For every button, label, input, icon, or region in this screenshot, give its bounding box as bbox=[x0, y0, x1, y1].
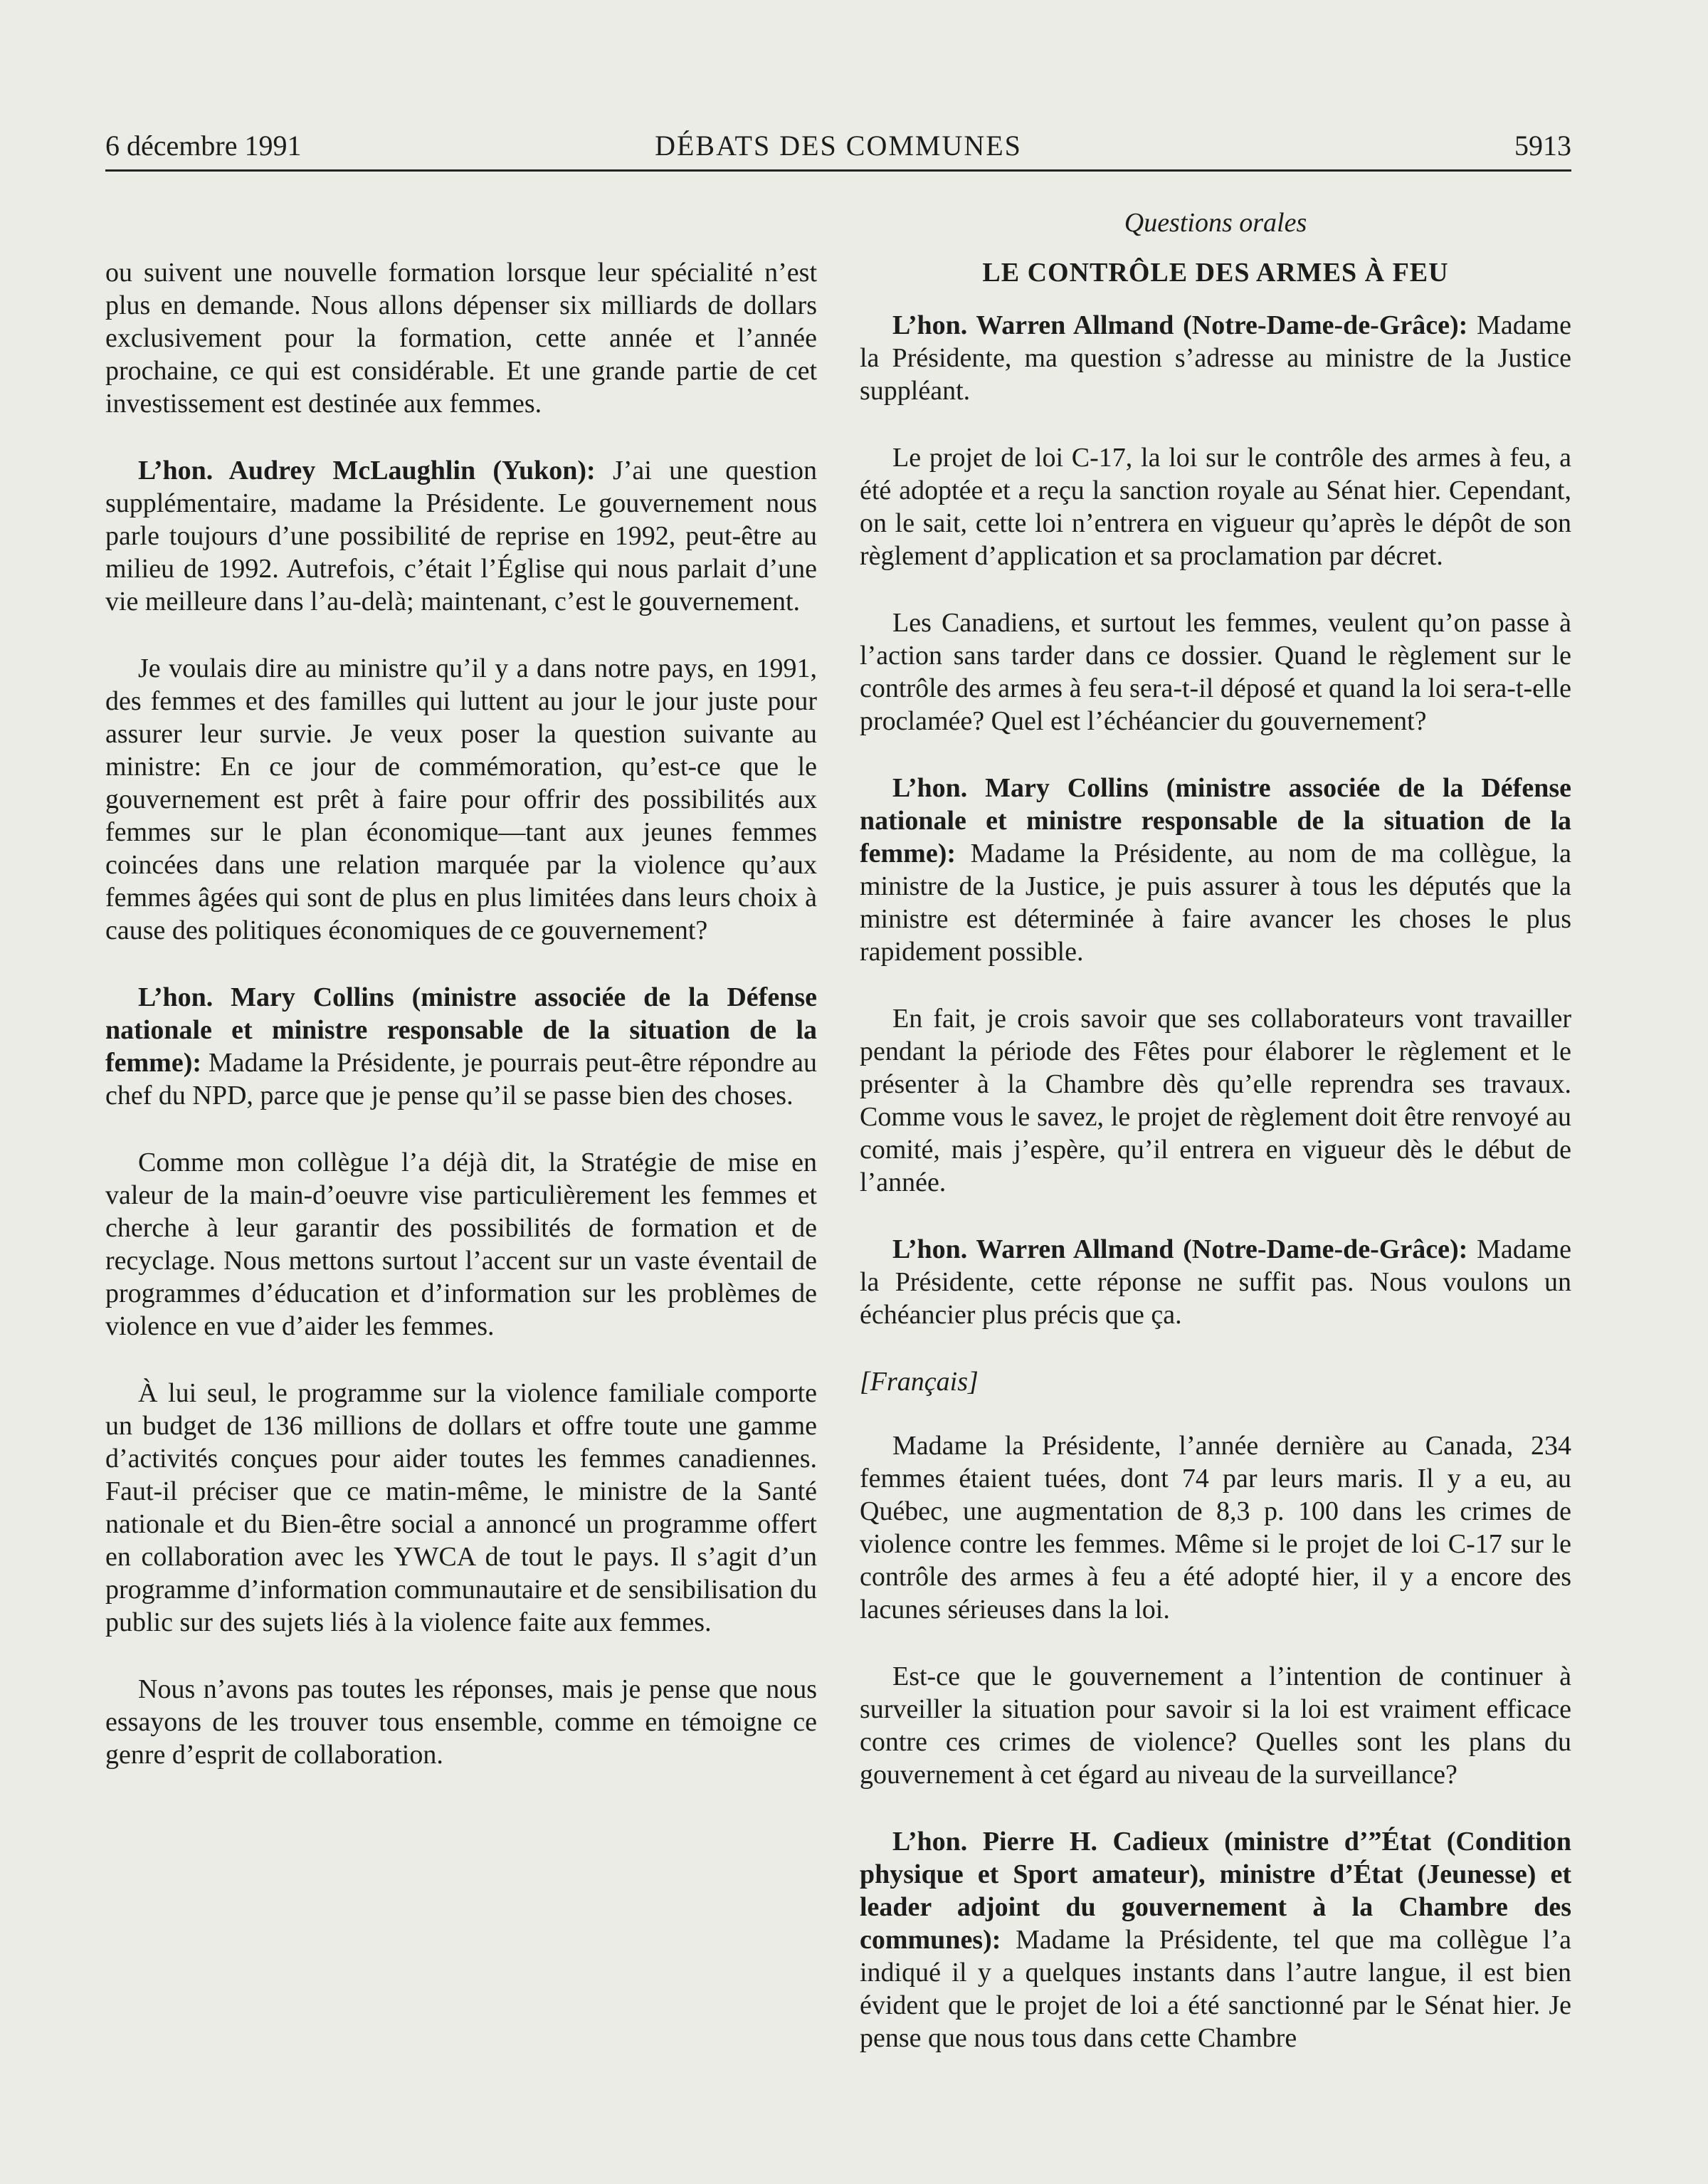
paragraph: En fait, je crois savoir que ses collaborateurs vont travailler pendant la période des Fêtes pour élaborer le règlement et le présenter à la Chambre dès qu’elle reprendra ses travaux. Comme vous le savez, le projet de règlement doit être renvoyé au comité, mais j’espère, qu’il entrera en vigueur dès le début de l’année. bbox=[860, 1004, 1571, 1197]
speech-text: Madame la Présidente, tel que ma collègue l’a indiqué il y a quelques instants dans l’autre langue, il est bien évident que le projet de loi a été sanctionné par le Sénat hier. Je pense que nous tous dans cette Chambre bbox=[860, 1925, 1571, 2053]
speech-paragraph bbox=[105, 981, 817, 1112]
speech-text: Madame la Présidente, je pourrais peut-être répondre au chef du NPD, parce que je pense qu’il se passe bien des choses. bbox=[105, 1048, 817, 1111]
paragraph: Comme mon collègue l’a déjà dit, la Stratégie de mise en valeur de la main-d’oeuvre vise particulièrement les femmes et cherche à leur garantir des possibilités de formation et de recyclage. Nous mettons surtout l’accent sur un vaste éventail de programmes d’éducation et d’information sur les problèmes de violence en vue d’aider les femmes. bbox=[105, 1148, 817, 1341]
speech-paragraph bbox=[860, 1233, 1571, 1331]
paragraph: À lui seul, le programme sur la violence familiale comporte un budget de 136 millions de dollars et offre toute une gamme d’activités conçues pour aider toutes les femmes canadiennes. Faut-il préciser que ce matin-même, le ministre de la Santé nationale et du Bien-être social a annoncé un programme offert en collaboration avec les YWCA de tout le pays. Il s’agit d’un programme d’information communautaire et de sensibilisation du public sur des sujets liés à la violence faite aux femmes. bbox=[105, 1378, 817, 1637]
paragraph: Nous n’avons pas toutes les réponses, mais je pense que nous essayons de les trouver tous ensemble, comme en témoigne ce genre d’esprit de collaboration. bbox=[105, 1674, 817, 1770]
speaker-name: L’hon. Mary Collins (ministre associée de la Défense nationale et ministre responsable de la situation de la femme): bbox=[860, 773, 1571, 868]
page-header bbox=[105, 127, 1571, 172]
page-number: 5913 bbox=[1514, 130, 1571, 162]
left-column bbox=[105, 256, 817, 1805]
speech-paragraph bbox=[105, 454, 817, 618]
speaker-name: L’hon. Mary Collins (ministre associée de la Défense nationale et ministre responsable de la situation de la femme): bbox=[105, 982, 817, 1078]
section-rubric: Questions orales bbox=[1124, 208, 1307, 238]
speaker-name: L’hon. Warren Allmand (Notre-Dame-de-Grâce): bbox=[892, 310, 1468, 340]
language-marker: [Français] bbox=[860, 1367, 979, 1397]
paragraph: ou suivent une nouvelle formation lorsque leur spécialité n’est plus en demande. Nous allons dépenser six milliards de dollars exclusivement pour la formation, cette année et l’année prochaine, ce qui est considérable. Et une grande partie de cet investissement est destinée aux femmes. bbox=[105, 258, 817, 419]
speaker-name: L’hon. Pierre H. Cadieux (ministre d’”État (Condition physique et Sport amateur), ministre d’État (Jeunesse) et leader adjoint du gouvernement à la Chambre des communes): bbox=[860, 1827, 1571, 1955]
header-date: 6 décembre 1991 bbox=[105, 130, 302, 162]
section-title: LE CONTRÔLE DES ARMES À FEU bbox=[982, 258, 1449, 288]
speech-text: J’ai une question supplémentaire, madame la Présidente. Le gouvernement nous parle toujours d’une possibilité de reprise en 1992, peut-être au milieu de 1992. Autrefois, c’était l’Église qui nous parlait d’une vie meilleure dans l’au-delà; maintenant, c’est le gouvernement. bbox=[105, 456, 817, 616]
paragraph: Les Canadiens, et surtout les femmes, veulent qu’on passe à l’action sans tarder dans ce dossier. Quand le règlement sur le contrôle des armes à feu sera-t-il déposé et quand la loi sera-t-elle proclamée? Quel est l’échéancier du gouvernement? bbox=[860, 608, 1571, 736]
paragraph: Je voulais dire au ministre qu’il y a dans notre pays, en 1991, des femmes et des familles qui luttent au jour le jour juste pour assurer leur survie. Je veux poser la question suivante au ministre: En ce jour de commémoration, qu’est-ce que le gouvernement est prêt à faire pour offrir des possibilités aux femmes sur le plan économique—tant aux jeunes femmes coincées dans une relation marquée par la violence qu’aux femmes âgées qui sont de plus en plus limitées dans leurs choix à cause des politiques économiques de ce gouvernement? bbox=[105, 653, 817, 945]
paragraph: Est-ce que le gouvernement a l’intention de continuer à surveiller la situation pour savoir si la loi est vraiment efficace contre ces crimes de violence? Quelles sont les plans du gouvernement à cet égard au niveau de la surveillance? bbox=[860, 1661, 1571, 1790]
speech-text: Madame la Présidente, au nom de ma collègue, la ministre de la Justice, je puis assurer à tous les députés que la ministre est déterminée à faire avancer les choses le plus rapidement possible. bbox=[860, 839, 1571, 967]
speech-paragraph bbox=[860, 1825, 1571, 2054]
speech-paragraph bbox=[860, 772, 1571, 968]
right-column bbox=[860, 206, 1571, 2089]
speech-text: Madame la Présidente, ma question s’adresse au ministre de la Justice suppléant. bbox=[860, 310, 1571, 406]
header-title: DÉBATS DES COMMUNES bbox=[655, 130, 1022, 162]
paragraph: Le projet de loi C-17, la loi sur le contrôle des armes à feu, a été adoptée et a reçu la sanction royale au Sénat hier. Cependant, on le sait, cette loi n’entrera en vigueur qu’après le dépôt de son règlement d’application et sa proclamation par décret. bbox=[860, 443, 1571, 571]
speech-paragraph bbox=[860, 309, 1571, 407]
speaker-name: L’hon. Audrey McLaughlin (Yukon): bbox=[138, 456, 596, 485]
speaker-name: L’hon. Warren Allmand (Notre-Dame-de-Grâce): bbox=[892, 1234, 1468, 1264]
paragraph: Madame la Présidente, l’année dernière au Canada, 234 femmes étaient tuées, dont 74 par leurs maris. Il y a eu, au Québec, une augmentation de 8,3 p. 100 dans les crimes de violence contre les femmes. Même si le projet de loi C-17 sur le contrôle des armes à feu a été adopté hier, il y a encore des lacunes sérieuses dans la loi. bbox=[860, 1431, 1571, 1624]
speech-text: Madame la Présidente, cette réponse ne suffit pas. Nous voulons un échéancier plus précis que ça. bbox=[860, 1234, 1571, 1330]
